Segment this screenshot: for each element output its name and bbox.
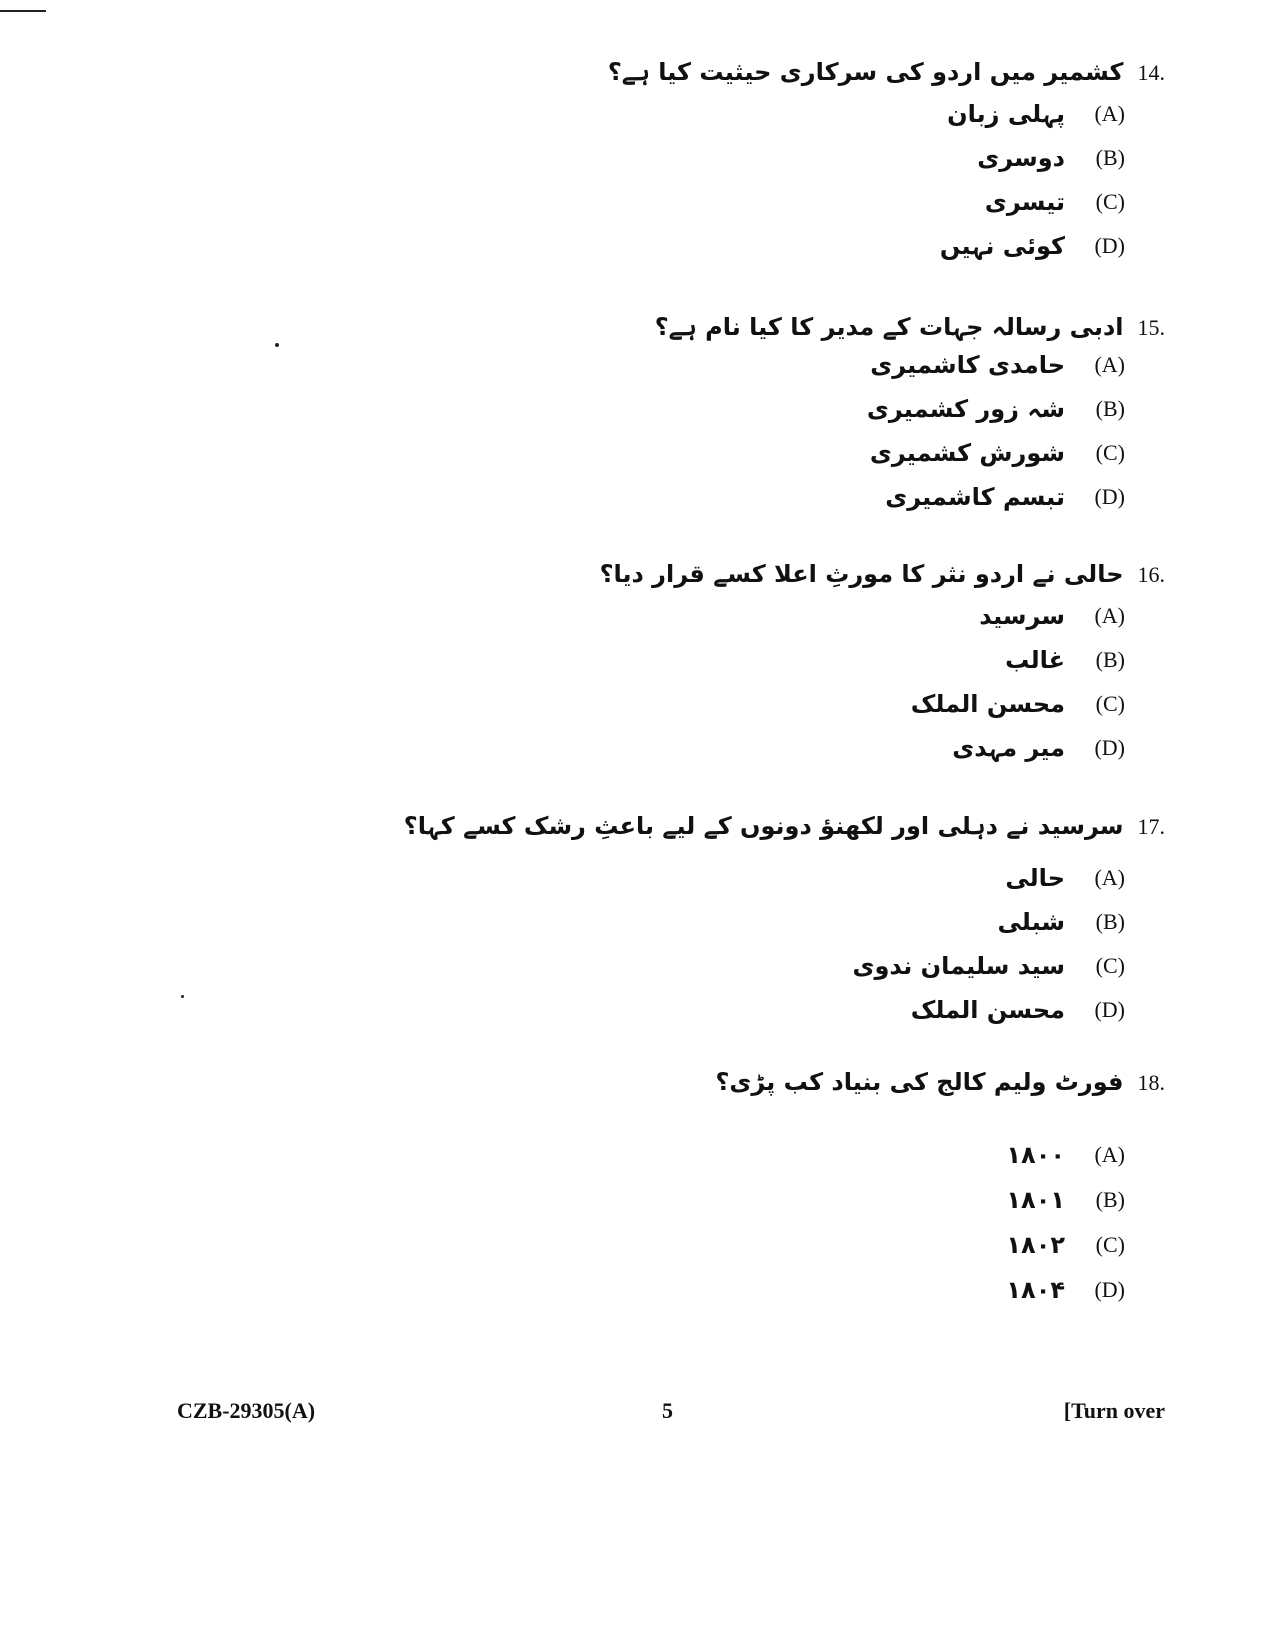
option-b bbox=[715, 1177, 1125, 1222]
scan-speck bbox=[275, 343, 279, 347]
question-15 bbox=[655, 313, 1165, 519]
option-c bbox=[404, 944, 1125, 988]
option-d bbox=[404, 988, 1125, 1032]
option-letter: (C) bbox=[1095, 1231, 1125, 1257]
question-text: ادبی رسالہ جہات کے مدیر کا کیا نام ہے؟ bbox=[654, 313, 1124, 341]
option-list bbox=[715, 1132, 1125, 1312]
option-letter: (C) bbox=[1095, 953, 1125, 978]
question-text: فورٹ ولیم کالج کی بنیاد کب پڑی؟ bbox=[715, 1068, 1124, 1096]
option-d bbox=[608, 224, 1125, 268]
question-number: 15. bbox=[1137, 315, 1165, 340]
option-list bbox=[655, 343, 1125, 519]
question-text: حالی نے اردو نثر کا مورثِ اعلا کسے قرار دیا؟ bbox=[599, 560, 1124, 588]
question-number: 16. bbox=[1137, 562, 1165, 587]
question-text: سرسید نے دہلی اور لکھنؤ دونوں کے لیے باعثِ رشک کسے کہا؟ bbox=[403, 812, 1124, 840]
option-c bbox=[655, 431, 1125, 475]
option-letter: (A) bbox=[1094, 865, 1125, 890]
option-a bbox=[655, 343, 1125, 387]
option-b bbox=[600, 638, 1125, 682]
option-text: محسن الملک bbox=[910, 996, 1065, 1024]
option-letter: (D) bbox=[1094, 233, 1125, 258]
option-text: ۱۸۰۱ bbox=[1006, 1185, 1065, 1214]
option-letter: (D) bbox=[1094, 484, 1125, 509]
option-letter: (C) bbox=[1095, 440, 1125, 465]
option-letter: (B) bbox=[1095, 909, 1125, 934]
option-text: حالی bbox=[1005, 864, 1065, 892]
option-letter: (A) bbox=[1094, 1141, 1125, 1167]
scan-speck bbox=[181, 995, 184, 998]
option-text: ۱۸۰۴ bbox=[1006, 1275, 1065, 1304]
paper-code: CZB-29305(A) bbox=[177, 1398, 316, 1423]
option-text: ۱۸۰۰ bbox=[1006, 1140, 1065, 1169]
option-letter: (B) bbox=[1095, 145, 1125, 170]
question-text: کشمیر میں اردو کی سرکاری حیثیت کیا ہے؟ bbox=[607, 58, 1124, 86]
option-text: ۱۸۰۲ bbox=[1006, 1230, 1065, 1259]
question-stem bbox=[715, 1068, 1165, 1096]
question-number: 18. bbox=[1137, 1070, 1165, 1095]
option-letter: (A) bbox=[1094, 603, 1125, 628]
option-list bbox=[608, 92, 1125, 268]
question-14 bbox=[608, 58, 1165, 268]
option-letter: (A) bbox=[1094, 101, 1125, 126]
option-a bbox=[404, 856, 1125, 900]
page-number: 5 bbox=[662, 1398, 673, 1423]
turn-over-note: [Turn over bbox=[1063, 1398, 1165, 1423]
question-stem bbox=[608, 58, 1165, 86]
option-text: شبلی bbox=[997, 908, 1065, 936]
option-text: تیسری bbox=[984, 188, 1065, 216]
option-b bbox=[655, 387, 1125, 431]
question-stem bbox=[655, 313, 1165, 341]
question-stem bbox=[404, 812, 1165, 840]
option-a bbox=[715, 1132, 1125, 1177]
question-stem bbox=[600, 560, 1165, 588]
option-text: کوئی نہیں bbox=[939, 232, 1065, 260]
top-left-rule bbox=[0, 10, 46, 12]
option-letter: (B) bbox=[1095, 396, 1125, 421]
option-c bbox=[715, 1222, 1125, 1267]
option-letter: (D) bbox=[1094, 735, 1125, 760]
question-17 bbox=[404, 812, 1165, 1032]
option-text: میر مہدی bbox=[952, 734, 1065, 762]
option-list bbox=[600, 594, 1125, 770]
option-d bbox=[655, 475, 1125, 519]
option-letter: (A) bbox=[1094, 352, 1125, 377]
option-b bbox=[608, 136, 1125, 180]
question-number: 17. bbox=[1137, 814, 1165, 839]
option-c bbox=[600, 682, 1125, 726]
option-text: شہ زور کشمیری bbox=[866, 395, 1065, 423]
option-text: شورش کشمیری bbox=[869, 439, 1065, 467]
option-letter: (C) bbox=[1095, 189, 1125, 214]
option-text: محسن الملک bbox=[910, 690, 1065, 718]
option-text: غالب bbox=[1005, 646, 1065, 674]
option-letter: (C) bbox=[1095, 691, 1125, 716]
question-number: 14. bbox=[1137, 60, 1165, 85]
option-letter: (B) bbox=[1095, 647, 1125, 672]
option-a bbox=[608, 92, 1125, 136]
option-letter: (D) bbox=[1094, 1276, 1125, 1302]
option-b bbox=[404, 900, 1125, 944]
option-text: پہلی زبان bbox=[947, 100, 1065, 128]
option-text: حامدی کاشمیری bbox=[870, 351, 1065, 379]
option-text: سرسید bbox=[979, 602, 1065, 630]
option-list bbox=[404, 856, 1125, 1032]
option-text: سید سلیمان ندوی bbox=[852, 952, 1065, 980]
option-d bbox=[715, 1267, 1125, 1312]
option-d bbox=[600, 726, 1125, 770]
option-c bbox=[608, 180, 1125, 224]
option-text: دوسری bbox=[977, 144, 1065, 172]
question-16 bbox=[600, 560, 1165, 770]
option-a bbox=[600, 594, 1125, 638]
option-letter: (B) bbox=[1095, 1186, 1125, 1212]
question-18 bbox=[715, 1068, 1165, 1312]
option-letter: (D) bbox=[1094, 997, 1125, 1022]
option-text: تبسم کاشمیری bbox=[885, 483, 1065, 511]
